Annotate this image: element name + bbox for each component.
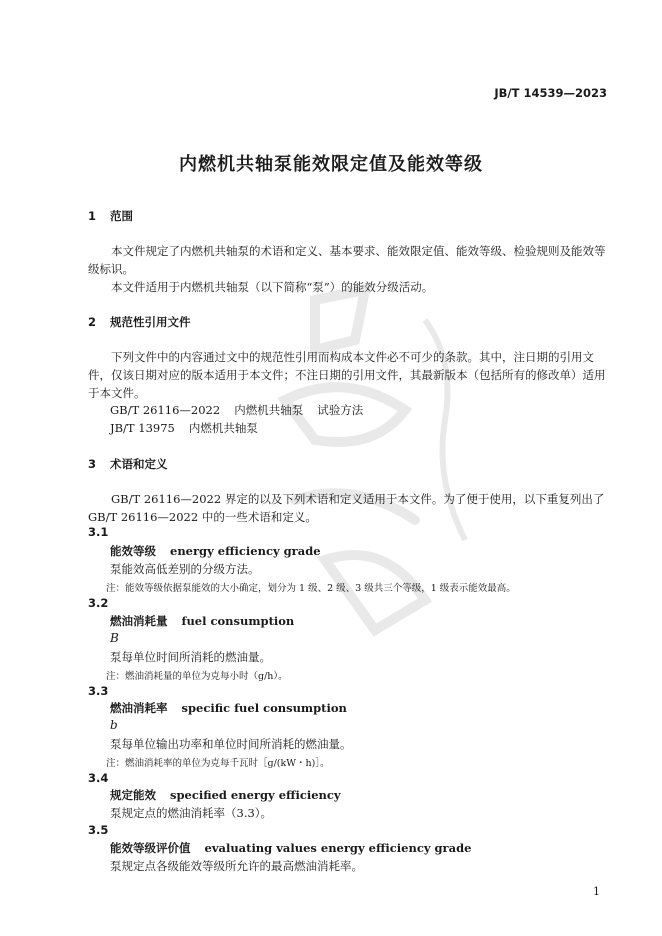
term-definition: 泵规定点的燃油消耗率（3.3）。 <box>110 806 273 820</box>
section-number: 2 <box>88 315 97 329</box>
term-number: 3.4 <box>88 771 109 785</box>
paragraph-line: GB/T 26116—2022 界定的以及下列术语和定义适用于本文件。为了便于使用，以下重复列出了 <box>111 492 605 506</box>
term-zh: 燃油消耗率 <box>110 701 168 715</box>
term-heading <box>110 840 471 856</box>
term-heading <box>110 613 294 629</box>
term-heading <box>110 700 347 716</box>
term-number: 3.1 <box>88 525 109 539</box>
section-title: 术语和定义 <box>110 457 168 471</box>
paragraph-line: GB/T 26116—2022 中的一些术语和定义。 <box>88 510 317 524</box>
document-title: 内燃机共轴泵能效限定值及能效等级 <box>179 154 483 175</box>
standard-number: JB/T 14539—2023 <box>494 86 607 100</box>
reference-name: 内燃机共轴泵 <box>188 421 258 435</box>
paragraph-line: 下列文件中的内容通过文中的规范性引用而构成本文件必不可少的条款。其中，注日期的引用文 <box>111 350 594 364</box>
term-en: specific fuel consumption <box>181 701 347 715</box>
term-symbol: B <box>110 631 119 645</box>
term-note: 注：能效等级依据泵能效的大小确定，划分为 1 级、2 级、3 级共三个等级，1 级表示能效最高。 <box>106 583 516 594</box>
paragraph-line: 于本文件。 <box>88 386 146 400</box>
term-zh: 规定能效 <box>110 788 156 802</box>
term-en: energy efficiency grade <box>170 544 321 558</box>
section-1-heading <box>88 208 133 224</box>
section-2-heading <box>88 314 191 330</box>
paragraph-line: 本文件规定了内燃机共轴泵的术语和定义、基本要求、能效限定值、能效等级、检验规则及能效等 <box>111 244 606 258</box>
term-symbol: b <box>110 718 118 732</box>
reference-code: GB/T 26116—2022 <box>110 403 221 417</box>
term-definition: 泵能效高低差别的分级方法。 <box>110 562 260 576</box>
paragraph-line: 件，仅该日期对应的版本适用于本文件；不注日期的引用文件，其最新版本（包括所有的修改单）适用 <box>88 368 606 382</box>
section-title: 规范性引用文件 <box>110 315 191 329</box>
reference-item <box>110 420 272 436</box>
paragraph-line: 本文件适用于内燃机共轴泵（以下简称“泵”）的能效分级活动。 <box>111 280 434 294</box>
term-en: evaluating values energy efficiency grade <box>204 841 472 855</box>
term-definition: 泵每单位时间所消耗的燃油量。 <box>110 650 271 664</box>
term-heading <box>110 787 341 803</box>
term-note: 注：燃油消耗量的单位为克每小时（g/h）。 <box>106 671 288 682</box>
term-zh: 燃油消耗量 <box>110 614 168 628</box>
reference-item <box>110 402 377 418</box>
reference-code: JB/T 13975 <box>110 421 175 435</box>
page-number: 1 <box>593 885 600 898</box>
term-note: 注：燃油消耗率的单位为克每千瓦时［g/(kW・h)］。 <box>106 758 330 769</box>
term-definition: 泵规定点各级能效等级所允许的最高燃油消耗率。 <box>110 859 363 873</box>
term-number: 3.3 <box>88 684 109 698</box>
term-number: 3.5 <box>88 823 109 837</box>
paragraph-line: 级标识。 <box>88 262 134 276</box>
term-en: specified energy efficiency <box>170 788 341 802</box>
term-zh: 能效等级 <box>110 544 156 558</box>
section-title: 范围 <box>110 209 134 223</box>
reference-name: 内燃机共轴泵 <box>234 403 304 417</box>
reference-extra: 试验方法 <box>317 403 364 417</box>
term-definition: 泵每单位输出功率和单位时间所消耗的燃油量。 <box>110 737 352 751</box>
term-number: 3.2 <box>88 596 109 610</box>
section-number: 1 <box>88 209 97 223</box>
watermark-graphic <box>255 280 495 660</box>
term-heading <box>110 543 321 559</box>
section-number: 3 <box>88 457 97 471</box>
term-zh: 能效等级评价值 <box>110 841 191 855</box>
section-3-heading <box>88 456 168 472</box>
term-en: fuel consumption <box>181 614 295 628</box>
